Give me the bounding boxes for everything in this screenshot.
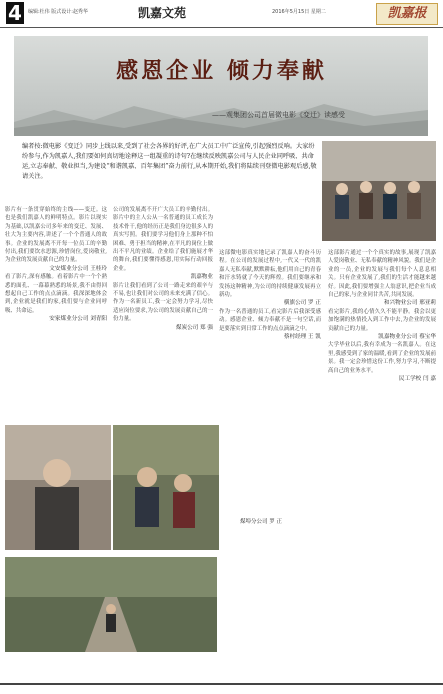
page-header bbox=[0, 0, 443, 28]
group-photo-image bbox=[322, 141, 436, 241]
issue-date: 2016年5月15日 星期二 bbox=[272, 9, 326, 15]
page-footer-rule bbox=[0, 683, 443, 691]
column-4-paragraph-2: 看完影片,我的心情久久不能平静。我会以更加饱满的热情投入到工作中去,为企业的发展贡献自己的力量。 bbox=[328, 308, 436, 332]
column-4-paragraph-3: 大学毕业以后,我有幸成为一名凯嘉人。在这里,我感受到了家的温暖,看到了企业的发展前景。我一定会珍惜这份工作,努力学习,不断提高自己的业务水平。 bbox=[328, 342, 436, 374]
column-1-author: 文安煤业分公司 王桂玲 bbox=[49, 265, 107, 272]
column-1-paragraph: 影片有一条贯穿始终的主线——变迁。这也是我们凯嘉人的鲜明特点。影片以现实为基础,以凯嘉公司多年来的变迁、发展、壮大为主要内容,讲述了一个个普通人的故事。企业的发展离不开每一位员工的辛勤付出,我们要饮水思源,珍惜岗位,爱岗敬业,为企业的发展贡献自己的力量。 bbox=[5, 207, 107, 264]
column-2-paragraph: 公司的发展离不开广大员工的辛勤付出。影片中的主人公从一名普通的员工成长为技术骨干,他的经历正是我们身边很多人的真实写照。我们要学习他们身上那种不怕困难、勇于担当的精神,在平凡的岗位上做出不平凡的业绩。企业给了我们施展才华的舞台,我们要懂得感恩,用实际行动回报企业。 bbox=[113, 207, 213, 272]
editor-credits: 编辑:杜伟 版式设计:赵秀华 bbox=[28, 9, 88, 15]
title-banner bbox=[14, 36, 428, 136]
column-3-author: 横旗公司 罗 正 bbox=[283, 300, 321, 307]
column-4-author-3: 民工学校 闫 嘉 bbox=[398, 376, 436, 383]
article-column-1 bbox=[5, 206, 107, 324]
column-4-paragraph: 这部影片通过一个个真实的故事,展现了凯嘉人爱岗敬业、无私奉献的精神风貌。我们是企业的一员,企业的发展与我们每个人息息相关。只有企业发展了,我们的生活才能越来越好。因此,我们要增强主人翁意识,把企业当成自己的家,与企业同甘共苦,共同发展。 bbox=[328, 250, 436, 299]
column-1-author-2: 安家煤业分公司 刘青阳 bbox=[49, 316, 107, 323]
article-title: 感恩企业 倾力奉献 bbox=[116, 58, 327, 84]
still-photo-walkway bbox=[5, 557, 217, 652]
photo-caption: 煤埠分公司 罗 正 bbox=[240, 519, 282, 525]
column-2-author: 凯嘉物业 bbox=[190, 274, 213, 281]
article-subtitle: ——观集团公司首届微电影《变迁》读感受 bbox=[212, 111, 345, 119]
column-1-paragraph-2: 看了影片,深有感触。看着影片中一个个熟悉的面孔、一幕幕熟悉的场景,我不由得回想起自己工作的点点滴滴。我深深地体会到,企业就是我们的家,我们要与企业同呼吸、共命运。 bbox=[5, 274, 107, 314]
column-2-author-2: 煤炭公司 郑 强 bbox=[175, 324, 213, 331]
column-3-paragraph-2: 作为一名普通的员工,看完影片后我深受感动。感恩企业、倾力奉献不是一句空话,而是要落实到日常工作的点点滴滴之中。 bbox=[219, 308, 321, 332]
column-3-paragraph: 这部微电影真实地记录了凯嘉人的奋斗历程。在公司的发展过程中,一代又一代的凯嘉人无私奉献,默默耕耘,他们用自己的青春和汗水铸就了今天的辉煌。我们要继承和发扬这种精神,为公司的持续健康发展再立新功。 bbox=[219, 250, 321, 299]
column-4-author: 和兴物业公司 邢亚莉 bbox=[383, 300, 436, 307]
page-number: 4 bbox=[6, 2, 24, 24]
article-column-2 bbox=[113, 206, 213, 332]
article-column-4 bbox=[328, 249, 436, 384]
section-name: 凯嘉文苑 bbox=[138, 6, 187, 20]
still-photo-family bbox=[113, 425, 219, 550]
editor-note: 编者按:微电影《变迁》同步上线以来,受到了社会各界的好评,在广大员工中广泛宣传,引起强烈反响。大家纷纷参与,作为凯嘉人,我们要如何真切地诠释这一组凝重的诗句?在继续反映凯嘉公司与人民企业同呼吸、共命运,立志奉献、敬业担当,为建设“和谐凯嘉、百年集团”奋力前行,从本期开始,我们将陆续刊登微电影观后感,敬请关注。 bbox=[22, 143, 317, 180]
still-photo-family-image bbox=[113, 425, 219, 550]
still-photo-elder-image bbox=[5, 425, 111, 550]
newspaper-logo: 凯嘉报 bbox=[376, 3, 438, 25]
column-2-paragraph-2: 影片让我们看到了公司一路走来的艰辛与不易,也让我们对公司的未来充满了信心。作为一名新员工,我一定会努力学习,尽快适应岗位要求,为公司的发展贡献自己的一份力量。 bbox=[113, 282, 213, 323]
article-column-3 bbox=[219, 249, 321, 341]
column-3-author-2: 蔡村经理 王 凯 bbox=[283, 334, 321, 341]
column-4-author-2: 凯嘉物业分公司 蔡宝华 bbox=[378, 334, 436, 341]
group-photo bbox=[322, 141, 436, 241]
still-photo-elder bbox=[5, 425, 111, 550]
still-photo-walkway-image bbox=[5, 557, 217, 652]
